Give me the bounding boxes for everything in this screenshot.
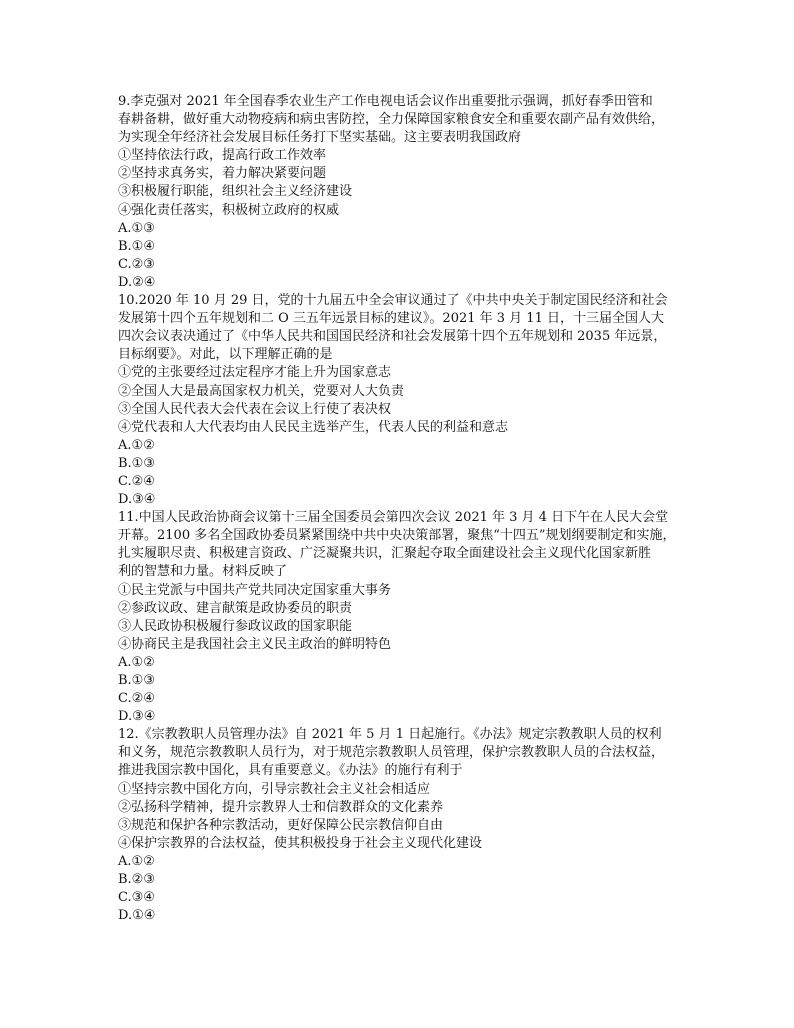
statement-2: ②参政议政、建言献策是政协委员的职责 — [118, 600, 353, 616]
question-stem-line: 发展第十四个五年规划和二 O 三五年远景目标的建议》。2021 年 3 月 11 日，十三届全国人大 — [118, 311, 664, 327]
question-stem-line: 扎实履职尽责、积极建言资政、广泛凝聚共识，汇聚起夺取全面建设社会主义现代化国家新胜 — [118, 546, 652, 562]
statement-1: ①坚持依法行政，提高行政工作效率 — [118, 148, 327, 164]
question-stem-line: 春耕备耕，做好重大动物疫病和病虫害防控，全力保障国家粮食安全和重要农副产品有效供给， — [118, 112, 665, 128]
statement-2: ②弘扬科学精神，提升宗教界人士和信教群众的文化素养 — [118, 799, 444, 815]
question-stem-line: 推进我国宗教中国化，具有重要意义。《办法》的施行有利于 — [118, 763, 463, 779]
statement-4: ④协商民主是我国社会主义民主政治的鲜明特色 — [118, 636, 392, 652]
question-10 — [118, 292, 708, 509]
option-b: B.①③ — [118, 455, 155, 471]
option-a: A.①② — [118, 437, 155, 453]
option-c: C.②④ — [118, 691, 155, 707]
question-stem-line: 四次会议表决通过了《中华人民共和国国民经济和社会发展第十四个五年规划和 2035 年远景， — [118, 329, 667, 345]
question-stem-line: 9.李克强对 2021 年全国春季农业生产工作电视电话会议作出重要批示强调，抓好春季田管和 — [118, 94, 653, 109]
statement-3: ③规范和保护各种宗教活动，更好保障公民宗教信仰自由 — [118, 817, 444, 833]
option-d: D.③④ — [118, 492, 156, 508]
question-stem-line: 利的智慧和力量。材料反映了 — [118, 564, 288, 580]
question-12 — [118, 726, 708, 925]
option-d: D.③④ — [118, 709, 156, 725]
question-stem-line: 目标纲要》。对此，以下理解正确的是 — [118, 347, 333, 363]
statement-4: ④强化责任落实，积极树立政府的权威 — [118, 202, 340, 218]
statement-3: ③人民政协积极履行参政议政的国家职能 — [118, 618, 353, 634]
option-b: B.②③ — [118, 872, 155, 888]
option-d: D.①④ — [118, 908, 156, 924]
statement-1: ①民主党派与中国共产党共同决定国家重大事务 — [118, 582, 392, 598]
option-a: A.①③ — [118, 220, 155, 236]
question-stem-line: 10.2020 年 10 月 29 日，党的十九届五中全会审议通过了《中共中央关于制定国民经济和社会 — [118, 293, 668, 309]
statement-4: ④保护宗教界的合法权益，使其积极投身于社会主义现代化建设 — [118, 835, 483, 851]
option-b: B.①④ — [118, 238, 155, 254]
statement-2: ②全国人大是最高国家权力机关，党要对人大负责 — [118, 383, 405, 399]
question-stem-line: 12.《宗教教职人员管理办法》自 2021 年 5 月 1 日起施行。《办法》规定宗教教职人员的权利 — [118, 727, 662, 743]
statement-4: ④党代表和人大代表均由人民民主选举产生，代表人民的利益和意志 — [118, 419, 509, 435]
statement-1: ①坚持宗教中国化方向，引导宗教社会主义社会相适应 — [118, 781, 431, 797]
question-11 — [118, 509, 708, 726]
statement-2: ②坚持求真务实，着力解决紧要问题 — [118, 166, 327, 182]
statement-1: ①党的主张要经过法定程序才能上升为国家意志 — [118, 365, 392, 381]
exam-page — [118, 93, 708, 925]
question-stem-line: 开幕。2100 多名全国政协委员紧紧围绕中共中央决策部署，聚焦“十四五”规划纲要制定和实施， — [118, 528, 676, 544]
option-c: C.③④ — [118, 890, 155, 906]
question-stem-line: 和义务，规范宗教教职人员行为，对于规范宗教教职人员管理，保护宗教教职人员的合法权益， — [118, 745, 665, 761]
question-9 — [118, 93, 708, 292]
question-stem-line: 为实现全年经济社会发展目标任务打下坚实基础。这主要表明我国政府 — [118, 130, 522, 146]
option-a: A.①② — [118, 853, 155, 869]
statement-3: ③积极履行职能，组织社会主义经济建设 — [118, 184, 353, 200]
option-c: C.②④ — [118, 473, 155, 489]
option-b: B.①③ — [118, 673, 155, 688]
option-c: C.②③ — [118, 256, 155, 272]
statement-3: ③全国人民代表大会代表在会议上行使了表决权 — [118, 401, 392, 417]
option-a: A.①② — [118, 654, 155, 670]
option-d: D.②④ — [118, 274, 156, 290]
question-stem-line: 11.中国人民政治协商会议第十三届全国委员会第四次会议 2021 年 3 月 4 日下午在人民大会堂 — [118, 510, 669, 526]
